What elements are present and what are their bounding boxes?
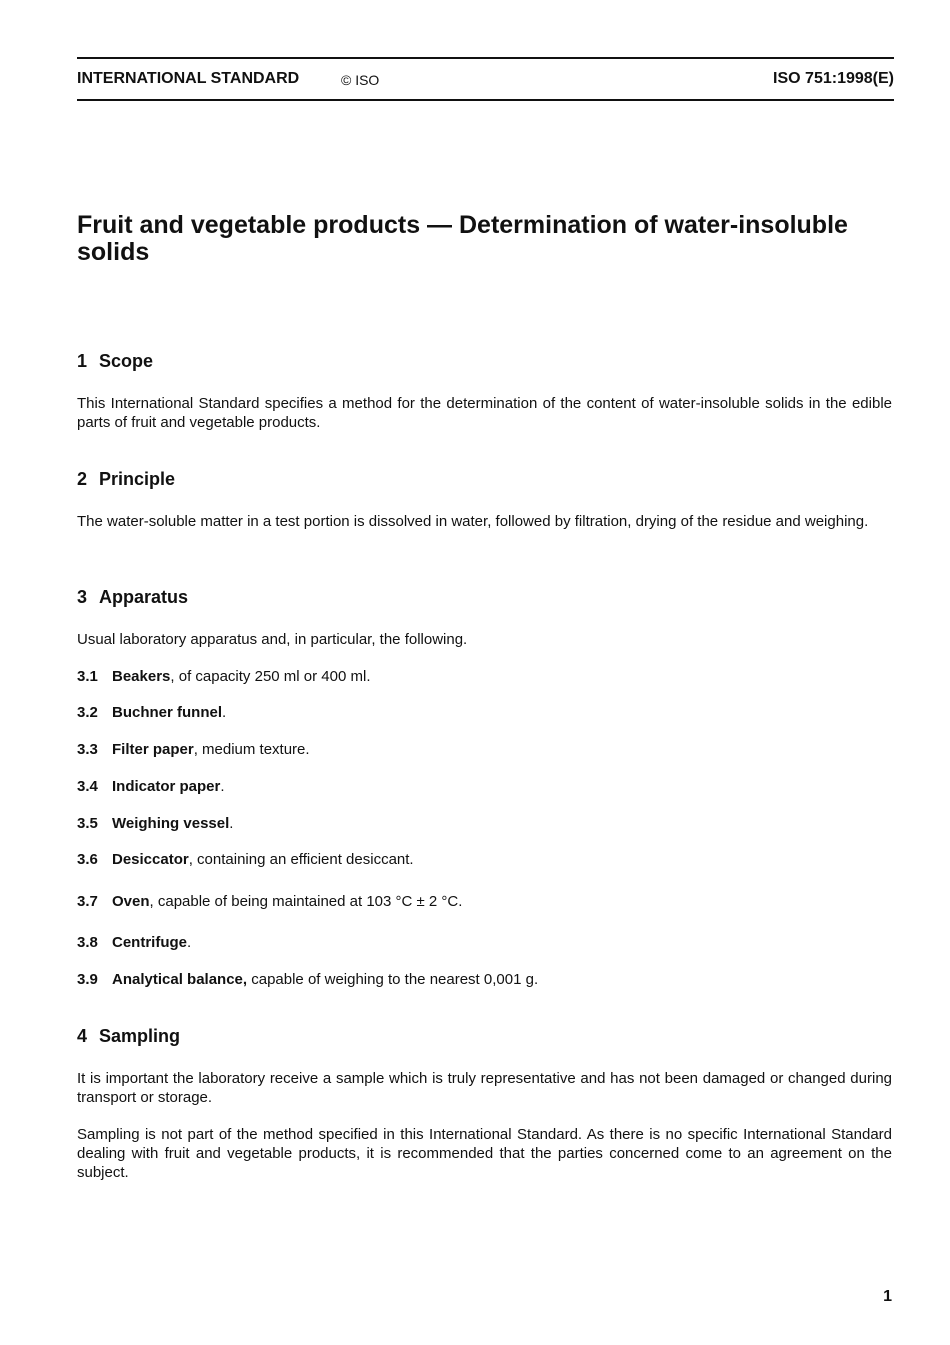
section-heading-apparatus — [77, 587, 188, 608]
section-number: 4 — [77, 1026, 88, 1046]
section-title: Apparatus — [99, 587, 189, 607]
header-copyright: © ISO — [341, 72, 380, 88]
principle-paragraph: The water-soluble matter in a test portion is dissolved in water, followed by filtration, drying of the residue and weighing. — [77, 513, 869, 530]
section-title: Sampling — [99, 1026, 181, 1046]
scope-paragraph: This International Standard specifies a method for the determination of the content of water-insoluble solids in the edible parts of fruit and vegetable products. — [77, 395, 892, 431]
item-term: Buchner funnel — [112, 704, 223, 721]
running-header — [77, 70, 894, 92]
item-description: , of capacity 250 ml or 400 ml. — [170, 668, 371, 685]
item-description: . — [229, 815, 234, 832]
apparatus-intro: Usual laboratory apparatus and, in particular, the following. — [77, 631, 468, 648]
section-heading-scope — [77, 351, 153, 372]
page-number: 1 — [883, 1288, 892, 1305]
item-number: 3.8 — [77, 934, 98, 951]
item-description: . — [187, 934, 192, 951]
sampling-paragraph-1: It is important the laboratory receive a sample which is truly representative and has not been damaged or changed during transport or storage. — [77, 1070, 892, 1106]
item-description: . — [220, 778, 225, 795]
item-term: Filter paper — [112, 741, 194, 758]
item-number: 3.4 — [77, 778, 98, 795]
section-number: 2 — [77, 469, 88, 489]
section-number: 1 — [77, 351, 88, 371]
item-term: Weighing vessel — [112, 815, 230, 832]
item-term: Analytical balance, — [112, 971, 248, 988]
header-standard-label: INTERNATIONAL STANDARD — [77, 70, 300, 87]
header-document-id: ISO 751:1998(E) — [773, 70, 894, 87]
section-heading-principle — [77, 469, 175, 490]
item-description: . — [222, 704, 227, 721]
item-number: 3.3 — [77, 741, 98, 758]
apparatus-item — [77, 777, 892, 796]
apparatus-item — [77, 850, 892, 869]
apparatus-item — [77, 970, 892, 989]
header-top-rule — [77, 57, 894, 59]
item-term: Centrifuge — [112, 934, 187, 951]
item-number: 3.5 — [77, 815, 98, 832]
item-description: , containing an efficient desiccant. — [188, 851, 414, 868]
item-number: 3.6 — [77, 851, 98, 868]
item-term: Desiccator — [112, 851, 189, 868]
item-term: Beakers — [112, 668, 171, 685]
document-title: Fruit and vegetable products — Determination of water-insoluble solids — [77, 211, 848, 266]
section-title: Principle — [99, 469, 176, 489]
header-bottom-rule — [77, 99, 894, 101]
item-term: Oven — [112, 893, 150, 910]
apparatus-item — [77, 814, 892, 833]
apparatus-item — [77, 892, 892, 911]
section-heading-sampling — [77, 1026, 180, 1047]
item-description: , capable of being maintained at 103 °C ± 2 °C. — [149, 893, 463, 910]
apparatus-item — [77, 933, 892, 952]
sampling-paragraph-2: Sampling is not part of the method specified in this International Standard. As there is no specific International Standard dealing with fruit and vegetable products, it is recommended that the parties concerned come to an agreement on the subject. — [77, 1126, 892, 1181]
apparatus-item — [77, 667, 892, 686]
item-description: capable of weighing to the nearest 0,001 g. — [247, 971, 539, 988]
item-number: 3.2 — [77, 704, 98, 721]
item-number: 3.1 — [77, 668, 98, 685]
item-number: 3.9 — [77, 971, 98, 988]
apparatus-item — [77, 703, 892, 722]
section-title: Scope — [99, 351, 154, 371]
apparatus-item — [77, 740, 892, 759]
item-term: Indicator paper — [112, 778, 221, 795]
item-description: , medium texture. — [193, 741, 310, 758]
section-number: 3 — [77, 587, 88, 607]
item-number: 3.7 — [77, 893, 98, 910]
